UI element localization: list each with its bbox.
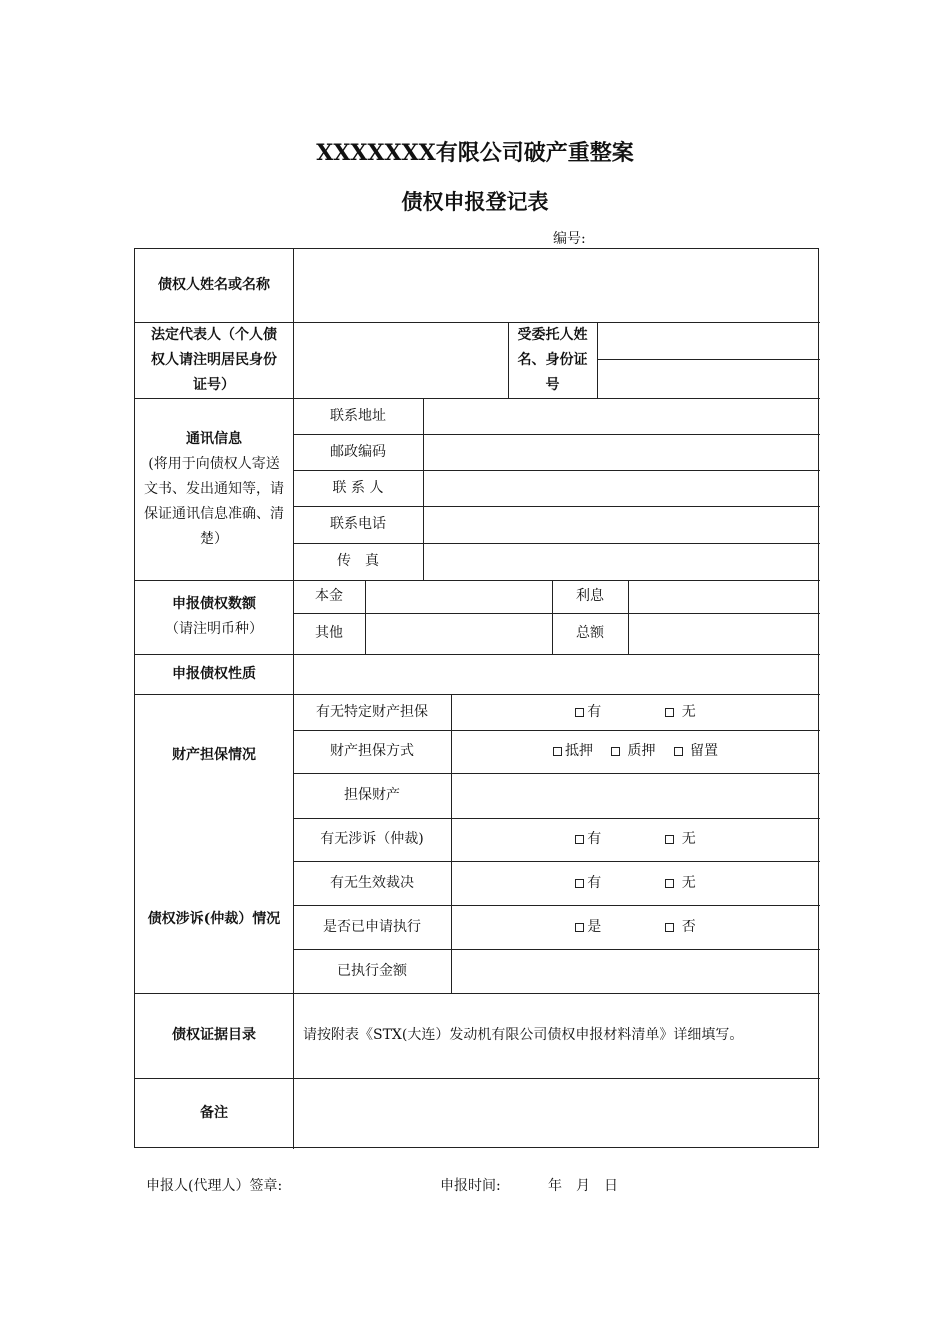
claim-nature-field[interactable] xyxy=(293,654,820,694)
checkbox-icon[interactable] xyxy=(553,747,562,756)
has-litigation-label: 有无涉诉（仲裁) xyxy=(320,831,424,847)
claim-amount-note: （请注明币种） xyxy=(165,621,263,637)
execution-no-option[interactable]: 否 xyxy=(665,915,695,940)
checkbox-icon[interactable] xyxy=(665,923,674,932)
principal-label: 本金 xyxy=(315,588,343,604)
executed-amount-label: 已执行金额 xyxy=(337,962,407,979)
date-units: 年 月 日 xyxy=(548,1178,618,1194)
guarantee-method-label: 财产担保方式 xyxy=(330,743,414,759)
guarantee-method-options xyxy=(451,730,820,773)
has-guarantee-label: 有无特定财产担保 xyxy=(316,703,428,720)
execution-label: 是否已申请执行 xyxy=(323,918,421,935)
document-title: XXXXXXX有限公司破产重整案 xyxy=(316,140,634,166)
checkbox-icon[interactable] xyxy=(665,879,674,888)
guaranteed-property-field[interactable] xyxy=(451,773,820,818)
executed-amount-field[interactable] xyxy=(451,949,820,993)
contact-info-group xyxy=(135,398,293,580)
ruling-yes-option[interactable]: 有 xyxy=(575,871,601,896)
execution-options xyxy=(451,905,820,949)
checkbox-icon[interactable] xyxy=(665,835,674,844)
interest-label: 利息 xyxy=(576,588,604,604)
other-amount-label: 其他 xyxy=(315,625,343,641)
checkbox-icon[interactable] xyxy=(575,835,584,844)
total-label: 总额 xyxy=(576,625,604,641)
phone-field[interactable] xyxy=(423,506,820,543)
creditor-name-label: 债权人姓名或名称 xyxy=(158,277,270,293)
guarantee-no-option[interactable]: 无 xyxy=(665,700,695,725)
fax-field[interactable] xyxy=(423,543,820,580)
legal-representative-label: 法定代表人（个人债权人请注明居民身份证号） xyxy=(151,326,277,393)
date-label: 申报时间: xyxy=(440,1178,501,1194)
contact-info-note: (将用于向债权人寄送文书、发出通知等，请保证通讯信息准确、清楚） xyxy=(144,455,284,547)
creditor-name-field[interactable] xyxy=(293,249,820,322)
guarantee-yes-option[interactable]: 有 xyxy=(575,700,601,725)
has-guarantee-options xyxy=(451,694,820,730)
postcode-field[interactable] xyxy=(423,434,820,470)
registration-form-table xyxy=(134,248,819,1148)
remarks-field[interactable] xyxy=(293,1078,820,1148)
litigation-no-option[interactable]: 无 xyxy=(665,827,695,852)
address-field[interactable] xyxy=(423,398,820,434)
phone-label: 联系电话 xyxy=(330,516,386,532)
contact-person-label: 联 系 人 xyxy=(332,479,384,496)
checkbox-icon[interactable] xyxy=(575,879,584,888)
agent-id-field[interactable] xyxy=(597,359,820,398)
other-amount-field[interactable] xyxy=(365,613,552,654)
has-litigation-options xyxy=(451,818,820,861)
checkbox-icon[interactable] xyxy=(665,708,674,717)
pledge-option[interactable]: 质押 xyxy=(611,739,655,764)
litigation-section-label: 债权涉诉(仲裁）情况 xyxy=(147,910,281,927)
mortgage-option[interactable]: 抵押 xyxy=(553,739,593,764)
remarks-label: 备注 xyxy=(200,1104,228,1121)
fax-label: 传 真 xyxy=(337,553,379,569)
checkbox-icon[interactable] xyxy=(674,747,683,756)
lien-option[interactable]: 留置 xyxy=(674,739,718,764)
checkbox-icon[interactable] xyxy=(575,923,584,932)
serial-number-label: 编号: xyxy=(553,231,586,247)
claim-nature-label: 申报债权性质 xyxy=(172,665,256,682)
postcode-label: 邮政编码 xyxy=(330,443,386,460)
evidence-list-text: 请按附表《STX(大连）发动机有限公司债权申报材料清单》详细填写。 xyxy=(303,1027,744,1043)
contact-info-label: 通讯信息 xyxy=(186,430,242,447)
interest-field[interactable] xyxy=(628,580,820,613)
litigation-yes-option[interactable]: 有 xyxy=(575,827,601,852)
evidence-list-label: 债权证据目录 xyxy=(172,1027,256,1043)
agent-name-field[interactable] xyxy=(597,322,820,359)
execution-yes-option[interactable]: 是 xyxy=(575,915,601,940)
checkbox-icon[interactable] xyxy=(575,708,584,717)
guaranteed-property-label: 担保财产 xyxy=(344,787,400,803)
checkbox-icon[interactable] xyxy=(611,747,620,756)
total-field[interactable] xyxy=(628,613,820,654)
contact-person-field[interactable] xyxy=(423,470,820,506)
address-label: 联系地址 xyxy=(330,407,386,424)
guarantee-section-label: 财产担保情况 xyxy=(172,746,256,763)
claim-amount-group xyxy=(135,580,293,654)
form-title: 债权申报登记表 xyxy=(401,189,549,214)
principal-field[interactable] xyxy=(365,580,552,613)
ruling-options xyxy=(451,861,820,905)
ruling-label: 有无生效裁决 xyxy=(330,874,414,891)
signature-label: 申报人(代理人）签章: xyxy=(146,1178,283,1194)
agent-label: 受委托人姓名、身份证号 xyxy=(517,326,588,393)
legal-representative-field[interactable] xyxy=(293,322,508,398)
ruling-no-option[interactable]: 无 xyxy=(665,871,695,896)
claim-amount-label: 申报债权数额 xyxy=(172,596,256,612)
